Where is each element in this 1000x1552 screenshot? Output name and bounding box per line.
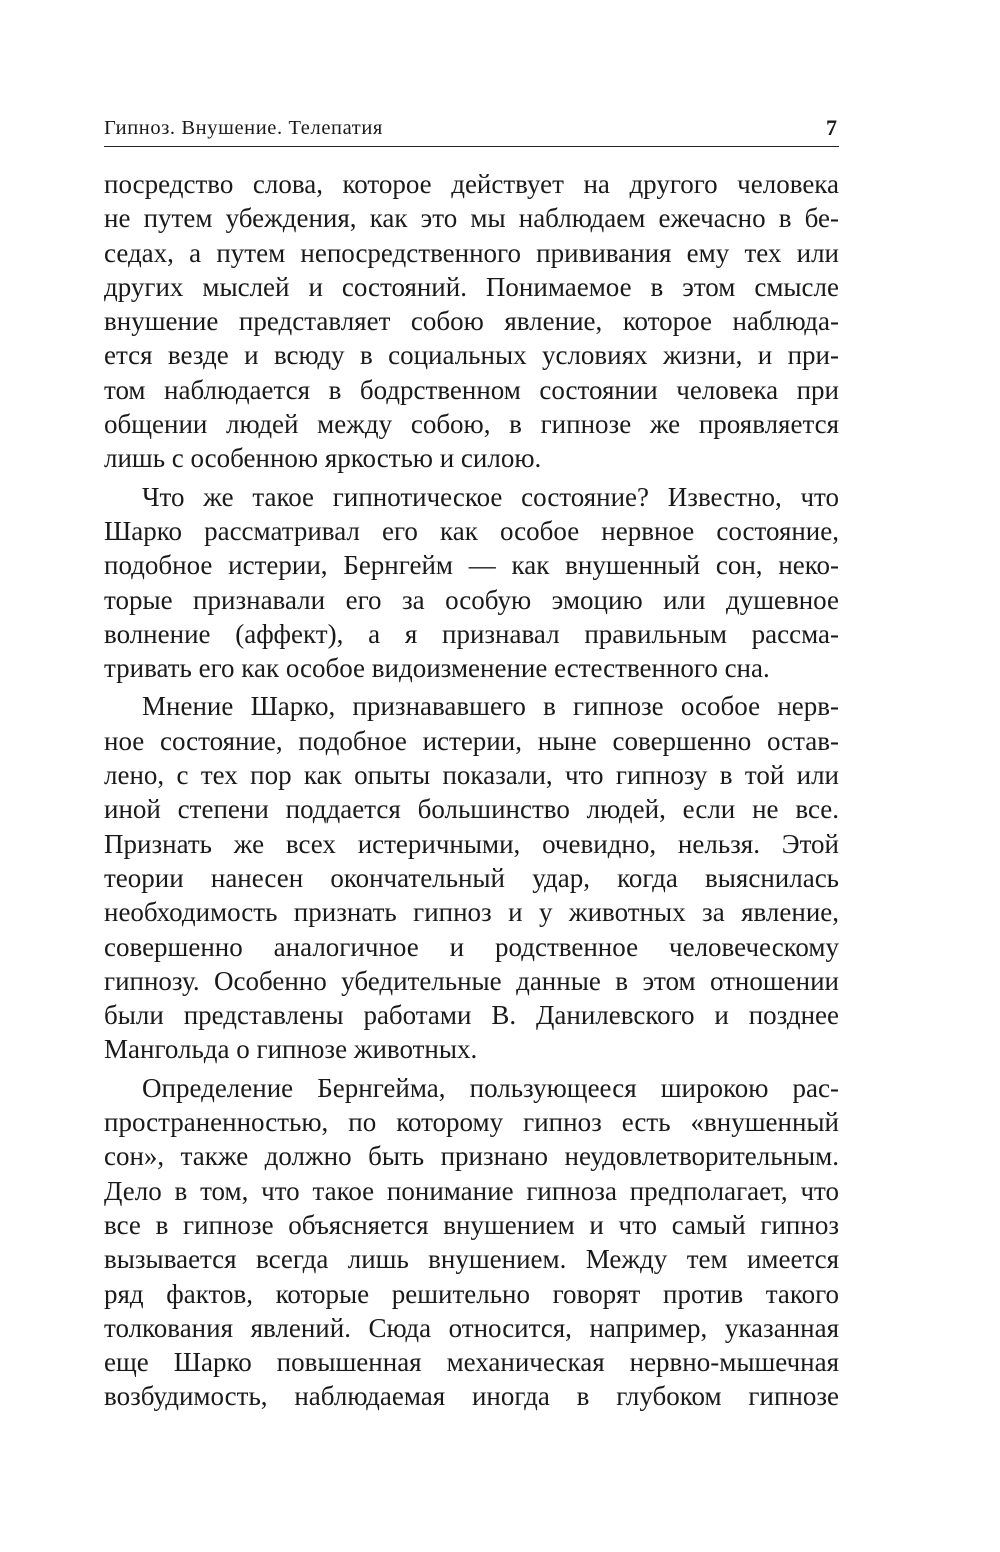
text-line: ется везде и всюду в социальных условиях жизни, и при- [104,340,839,371]
text-line: волнение (аффект), а я признавал правильным рассма- [104,618,839,649]
text-line: Шарко рассматривал его как особое нервное состояние, [104,515,839,546]
text-line: подобное истерии, Бернгейм — как внушенный сон, неко- [104,550,839,581]
text-line: посредство слова, которое действует на другого человека [104,169,839,199]
running-head [104,112,839,147]
text-line: ряд фактов, которые решительно говорят против такого [104,1278,839,1309]
text-line: совершенно аналогичное и родственное человеческому [104,931,839,962]
text-line: том наблюдается в бодрственном состоянии человека при [104,374,839,405]
paragraph [104,1071,839,1414]
text-line: Определение Бернгейма, пользующееся широкою рас- [142,1072,839,1103]
body-text [104,167,839,1414]
text-line: Дело в том, что такое понимание гипноза предполагает, что [104,1175,839,1206]
text-line: возбудимость, наблюдаемая иногда в глубоком гипнозе [104,1381,839,1412]
text-line: пространенностью, по которому гипноз есть «внушенный [104,1107,839,1138]
text-line: не путем убеждения, как это мы наблюдаем ежечасно в бе- [104,203,839,234]
text-line: Признать же всех истеричными, очевидно, нельзя. Этой [104,828,839,859]
text-line: лишь с особенною яркостью и силою. [104,443,542,474]
text-line: иной степени поддается большинство людей, если не все. [104,794,839,825]
page-number: 7 [826,115,837,140]
text-line: необходимость признать гипноз и у животных за явление, [104,897,839,928]
text-line: вызывается всегда лишь внушением. Между тем имеется [104,1244,839,1275]
text-line: внушение представляет собою явление, которое наблюда- [104,306,839,337]
text-line: Мангольда о гипнозе животных. [104,1034,478,1065]
text-line: седах, а путем непосредственного прививания ему тех или [104,237,839,268]
text-line: других мыслей и состояний. Понимаемое в этом смысле [104,271,839,302]
text-line: все в гипнозе объясняется внушением и что самый гипноз [104,1209,839,1240]
text-line: торые признавали его за особую эмоцию или душевное [104,584,839,615]
text-line: были представлены работами В. Данилевского и позднее [104,1000,839,1031]
text-line: Что же такое гипнотическое состояние? Известно, что [142,481,839,512]
paragraph [104,480,839,686]
text-line: тривать его как особое видоизменение естественного сна. [104,653,770,684]
paragraph [104,689,839,1066]
text-line: лено, с тех пор как опыты показали, что гипнозу в той или [104,760,839,791]
text-line: ное состояние, подобное истерии, ныне совершенно остав- [104,725,839,756]
text-line: толкования явлений. Сюда относится, например, указанная [104,1312,839,1343]
text-line: сон», также должно быть признано неудовлетворительным. [104,1141,839,1172]
text-line: Мнение Шарко, признававшего в гипнозе особое нерв- [142,691,839,722]
paragraph [104,167,839,476]
text-line: гипнозу. Особенно убедительные данные в этом отношении [104,965,839,996]
text-line: теории нанесен окончательный удар, когда выяснилась [104,862,839,893]
text-line: еще Шарко повышенная механическая нервно-мышечная [104,1347,839,1378]
text-line: общении людей между собою, в гипнозе же проявляется [104,409,839,440]
running-title: Гипноз. Внушение. Телепатия [104,117,383,139]
book-page [104,112,839,1414]
